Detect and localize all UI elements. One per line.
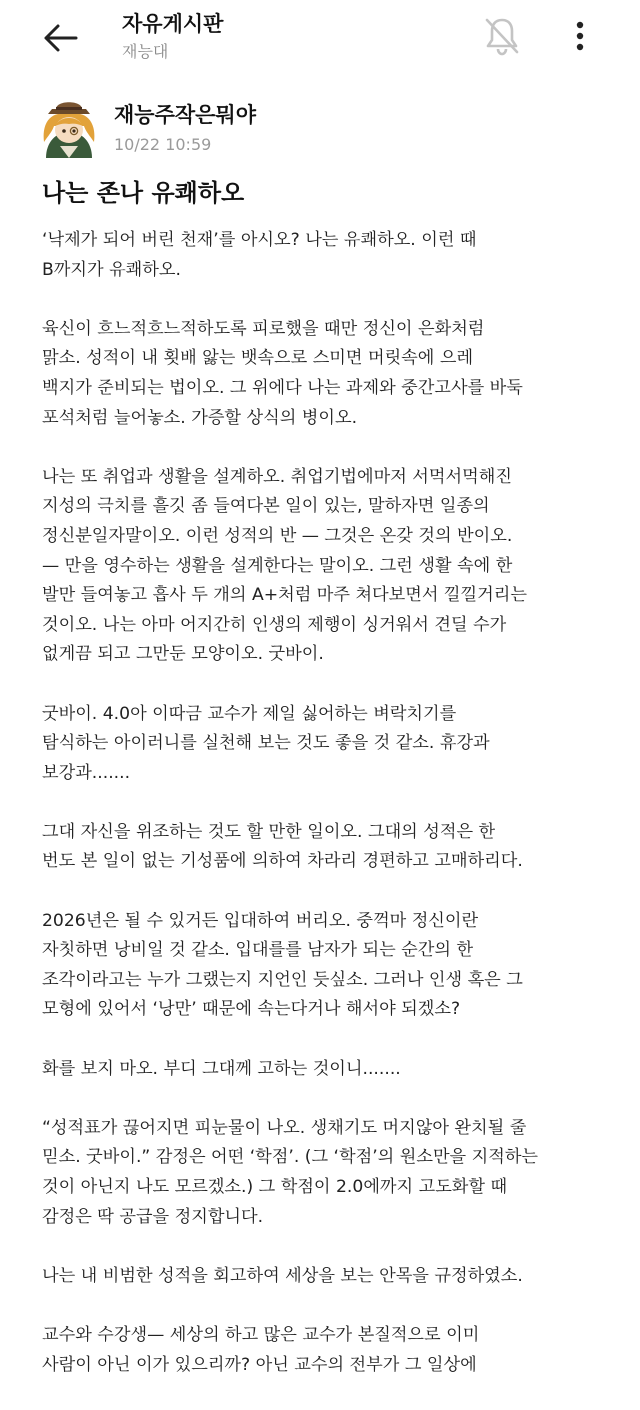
post-paragraph: 그대 자신을 위조하는 것도 할 만한 일이오. 그대의 성적은 한 번도 본 일이 없는 기성품에 의하여 차라리 경편하고 고매하리다. xyxy=(42,821,523,872)
app-header xyxy=(0,0,640,80)
post-paragraph: 2026년은 될 수 있거든 입대하여 버리오. 중꺽마 정신이란 자칫하면 낭비일 것 같소. 입대를를 남자가 되는 순간의 한 조각이라고는 누가 그랬는지 지언인 듯싶소. 그러나 인생 혹은 그 모형에 있어서 ‘낭만’ 때문에 속는다거나 해서야 되겠소? xyxy=(42,910,523,1020)
board-title: 자유게시판 xyxy=(122,12,224,36)
post-paragraph: 굿바이. 4.0아 이따금 교수가 제일 싫어하는 벼락치기를 탐식하는 아이러니를 실천해 보는 것도 좋을 것 같소. 휴강과 보강과....... xyxy=(42,703,490,783)
back-button[interactable] xyxy=(38,18,82,58)
bell-off-icon xyxy=(483,16,521,56)
post-paragraph: 교수와 수강생— 세상의 하고 많은 교수가 본질적으로 이미 사람이 아닌 이가 있으리까? 아닌 교수의 전부가 그 일상에 xyxy=(42,1324,480,1375)
avatar[interactable] xyxy=(36,96,102,162)
post-paragraph: 화를 보지 마오. 부디 그대께 고하는 것이니....... xyxy=(42,1058,401,1079)
board-header xyxy=(122,10,223,64)
post-paragraph: 나는 또 취업과 생활을 설계하오. 취업기법에마저 서먹서먹해진 지성의 극치를 흘깃 좀 들여다본 일이 있는, 말하자면 일종의 정신분일자말이오. 이런 성적의 반 — 그것은 온갖 것의 반이오. — 만을 영수하는 생활을 설계한다는 말이오. 그런 생활 속에 한 발만 들여놓고 흡사 두 개의 A+처럼 마주 쳐다보면서 낄낄거리는 것이오. 나는 아마 어지간히 인생의 제행이 싱거워서 견딜 수가 없게끔 되고 그만둔 모양이오. 굿바이. xyxy=(42,466,527,665)
post-timestamp: 10/22 10:59 xyxy=(114,135,212,154)
author-name[interactable]: 재능주작은뭐야 xyxy=(114,103,257,127)
notification-toggle-button[interactable] xyxy=(480,14,524,58)
post-paragraph: “성적표가 끊어지면 피눈물이 나오. 생채기도 머지않아 완치될 줄 믿소. 굿바이.” 감정은 어떤 ‘학점’. (그 ‘학점’의 원소만을 지적하는 것이 아닌지 나도 모르겠소.) 그 학점이 2.0에까지 고도화할 때 감정은 딱 공급을 정지합니다. xyxy=(42,1117,539,1227)
post-paragraph: 육신이 흐느적흐느적하도록 피로했을 때만 정신이 은화처럼 맑소. 성적이 내 횟배 앓는 뱃속으로 스미면 머릿속에 으레 백지가 준비되는 법이오. 그 위에다 나는 과제와 중간고사를 바둑 포석처럼 늘어놓소. 가증할 상식의 병이오. xyxy=(42,318,523,428)
post-paragraph: 나는 내 비범한 성적을 회고하여 세상을 보는 안목을 규정하였소. xyxy=(42,1265,523,1286)
arrow-left-icon xyxy=(42,23,78,53)
more-options-button[interactable] xyxy=(560,14,600,58)
more-vertical-icon xyxy=(575,21,585,51)
post-body xyxy=(42,226,602,1410)
author-info xyxy=(36,96,596,166)
avatar-image xyxy=(36,96,102,162)
post-title: 나는 존나 유쾌하오 xyxy=(42,179,245,207)
board-subtitle: 재능대 xyxy=(122,42,169,61)
post-paragraph: ‘낙제가 되어 버린 천재’를 아시오? 나는 유쾌하오. 이런 때 B까지가 유쾌하오. xyxy=(42,230,477,280)
